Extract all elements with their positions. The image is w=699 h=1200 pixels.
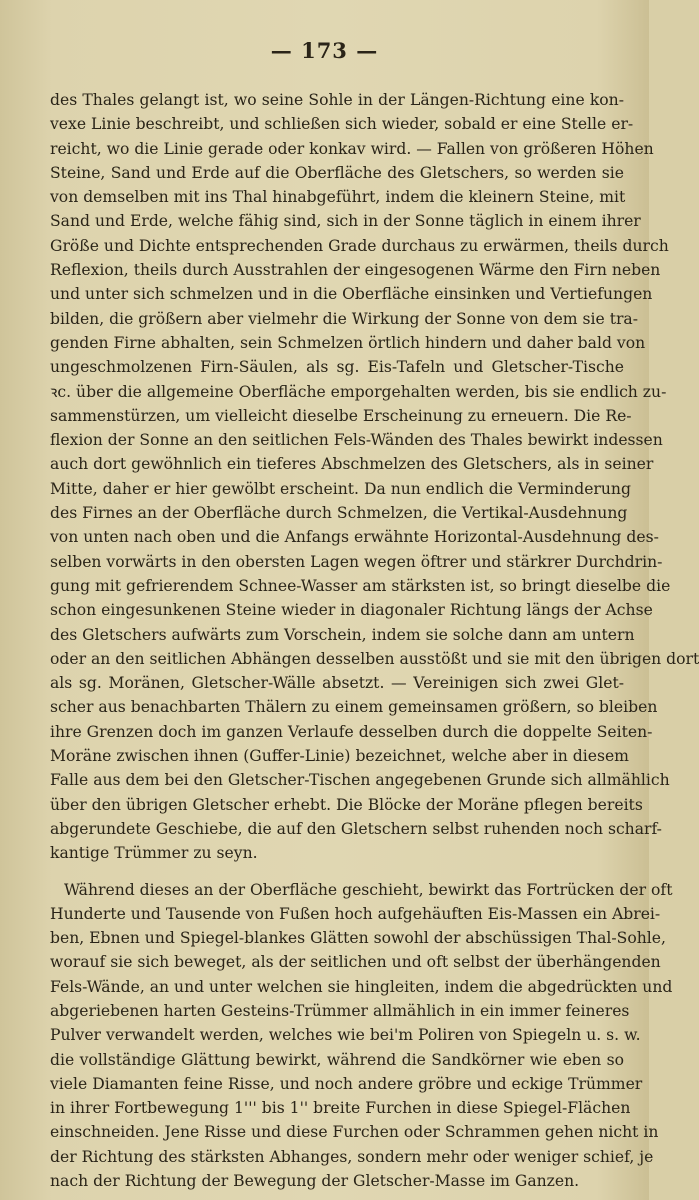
- text-line: der Richtung des stärksten Abhanges, sondern mehr oder weniger schief, je: [50, 1147, 654, 1166]
- text-line: vexe Linie beschreibt, und schließen sich wieder, sobald er eine Stelle er-: [50, 115, 634, 134]
- text-line: bilden, die größern aber vielmehr die Wirkung der Sonne von dem sie tra-: [50, 309, 639, 328]
- text-line: selben vorwärts in den obersten Lagen wegen öftrer und stärkrer Durchdrin-: [50, 552, 663, 571]
- text-line: Während dieses an der Oberfläche geschieht, bewirkt das Fortrücken der oft: [64, 880, 673, 899]
- text-line: die vollständige Glättung bewirkt, während die Sandkörner wie eben so: [50, 1050, 624, 1069]
- text-line: auch dort gewöhnlich ein tieferes Abschmelzen des Gletschers, als in seiner: [50, 455, 654, 474]
- text-line: nach der Richtung der Bewegung der Gletscher-Masse im Ganzen.: [50, 1172, 580, 1191]
- text-line: Steine, Sand und Erde auf die Oberfläche des Gletschers, so werden sie: [50, 163, 624, 182]
- text-line: Moräne zwischen ihnen (Guffer-Linie) bezeichnet, welche aber in diesem: [50, 747, 629, 766]
- page-body: [50, 88, 699, 1193]
- text-line: kantige Trümmer zu seyn.: [50, 844, 258, 863]
- text-line: viele Diamanten feine Risse, und noch andere gröbre und eckige Trümmer: [50, 1074, 643, 1093]
- text-line: Pulver verwandelt werden, welches wie bei'm Poliren von Spiegeln u. s. w.: [50, 1026, 641, 1045]
- text-line: abgerundete Geschiebe, die auf den Gletschern selbst ruhenden noch scharf-: [50, 819, 662, 838]
- text-line: sammenstürzen, um vielleicht dieselbe Erscheinung zu erneuern. Die Re-: [50, 406, 632, 425]
- text-line: flexion der Sonne an den seitlichen Fels-Wänden des Thales bewirkt indessen: [50, 431, 663, 450]
- text-line: des Gletschers aufwärts zum Vorschein, indem sie solche dann am untern: [50, 625, 635, 644]
- text-line: Größe und Dichte entsprechenden Grade durchaus zu erwärmen, theils durch: [50, 236, 669, 255]
- text-line: ungeschmolzenen Firn-Säulen, als sg. Eis-Tafeln und Gletscher-Tische: [50, 358, 624, 377]
- paragraph-gap: [50, 866, 624, 878]
- page-number: — 173 —: [270, 38, 379, 63]
- text-line: des Thales gelangt ist, wo seine Sohle in der Längen-Richtung eine kon-: [50, 91, 624, 109]
- text-line: Hunderte und Tausende von Fußen hoch aufgehäuften Eis-Massen ein Abrei-: [50, 904, 661, 923]
- text-line: schon eingesunkenen Steine wieder in diagonaler Richtung längs der Achse: [50, 601, 653, 620]
- text-line: reicht, wo die Linie gerade oder konkav wird. — Fallen von größeren Höhen: [50, 139, 654, 158]
- text-line: von unten nach oben und die Anfangs erwähnte Horizontal-Ausdehnung des-: [50, 528, 659, 547]
- text-line: ihre Grenzen doch im ganzen Verlaufe desselben durch die doppelte Seiten-: [50, 722, 653, 741]
- text-line: des Firnes an der Oberfläche durch Schmelzen, die Vertikal-Ausdehnung: [50, 504, 628, 523]
- text-line: Mitte, daher er hier gewölbt erscheint. Da nun endlich die Verminderung: [50, 479, 631, 498]
- paragraph-2: [50, 878, 673, 1194]
- text-line: in ihrer Fortbewegung 1''' bis 1'' breite Furchen in diese Spiegel-Flächen: [50, 1099, 631, 1118]
- text-line: einschneiden. Jene Risse und diese Furchen oder Schrammen gehen nicht in: [50, 1123, 659, 1142]
- text-line: worauf sie sich beweget, als der seitlichen und oft selbst der überhängenden: [50, 953, 661, 972]
- text-line: abgeriebenen harten Gesteins-Trümmer allmählich in ein immer feineres: [50, 1001, 630, 1020]
- text-line: Sand und Erde, welche fähig sind, sich in der Sonne täglich in einem ihrer: [50, 212, 641, 231]
- text-line: genden Firne abhalten, sein Schmelzen örtlich hindern und daher bald von: [50, 333, 646, 352]
- paragraph-1: [50, 88, 699, 866]
- text-line: über den übrigen Gletscher erhebt. Die Blöcke der Moräne pflegen bereits: [50, 795, 643, 814]
- text-line: ꝛc. über die allgemeine Oberfläche emporgehalten werden, bis sie endlich zu-: [50, 382, 667, 401]
- text-line: Fels-Wände, an und unter welchen sie hingleiten, indem die abgedrückten und: [50, 977, 673, 996]
- text-line: von demselben mit ins Thal hinabgeführt, indem die kleinern Steine, mit: [50, 188, 626, 207]
- text-line: scher aus benachbarten Thälern zu einem gemeinsamen größern, so bleiben: [50, 698, 658, 717]
- text-line: ben, Ebnen und Spiegel-blankes Glätten sowohl der abschüssigen Thal-Sohle,: [50, 929, 666, 948]
- text-line: gung mit gefrierendem Schnee-Wasser am stärksten ist, so bringt dieselbe die: [50, 576, 671, 595]
- text-line: als sg. Moränen, Gletscher-Wälle absetzt. — Vereinigen sich zwei Glet-: [50, 674, 624, 693]
- text-line: oder an den seitlichen Abhängen desselben ausstößt und sie mit den übrigen dort: [50, 649, 699, 668]
- text-line: Reflexion, theils durch Ausstrahlen der eingesogenen Wärme den Firn neben: [50, 261, 661, 280]
- text-line: Falle aus dem bei den Gletscher-Tischen angegebenen Grunde sich allmählich: [50, 771, 670, 790]
- text-line: und unter sich schmelzen und in die Oberfläche einsinken und Vertiefungen: [50, 285, 653, 304]
